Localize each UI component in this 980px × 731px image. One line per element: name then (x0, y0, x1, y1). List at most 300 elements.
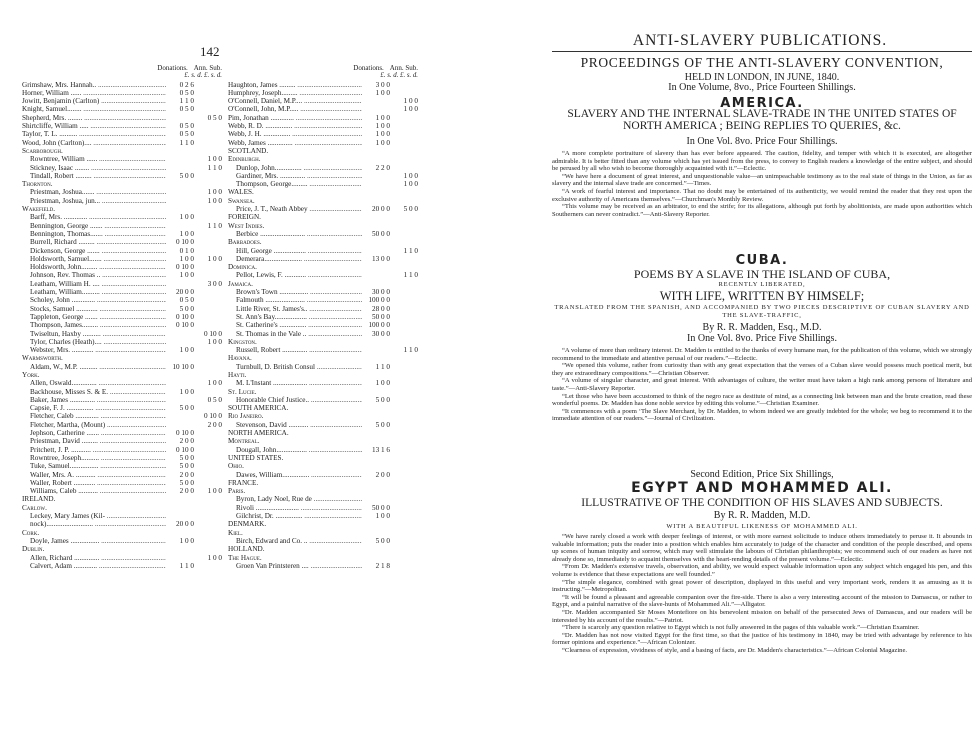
donor-name: Aldam, W., M.P. .......... ..... (22, 363, 166, 371)
cuba-price: In One Vol. 8vo. Price Five Shillings. (687, 333, 837, 344)
donor-name: Stickney, Isaac ........ ..... (22, 164, 166, 172)
donor-name: Holdsworth, John......... ..... (22, 263, 166, 271)
donor-name: Stevenson, David ........... ..... (228, 421, 362, 429)
annual-subscription: 1 1 0 (207, 221, 222, 230)
donation-amount (166, 379, 194, 387)
donation-amount: 0 2 6 (179, 80, 194, 89)
annual-subscription (390, 529, 418, 537)
donor-row (228, 114, 418, 122)
donor-row (22, 562, 222, 570)
donor-name: Waller, Mrs. A. ........... ..... (22, 471, 166, 479)
donor-name: Priestman, Joshua, jun... ..... (22, 197, 166, 205)
donor-row (22, 222, 222, 230)
cuba-heading: CUBA. (735, 253, 789, 268)
donation-amount (362, 462, 390, 470)
donation-amount (166, 222, 194, 230)
donor-row (228, 172, 418, 180)
donor-row (22, 313, 222, 321)
annual-subscription (194, 271, 222, 279)
annual-subscription (194, 562, 222, 570)
donor-name: IRELAND. (22, 495, 56, 504)
annual-subscription (194, 388, 222, 396)
donor-name: Priestman, Joshua....... ..... (22, 188, 166, 196)
annual-subscription (390, 437, 418, 445)
donation-amount (362, 155, 390, 163)
donor-row (228, 537, 418, 545)
place-heading (228, 338, 418, 346)
place-heading (228, 454, 418, 462)
donor-name: Backhouse, Misses S. & E. ..... (22, 388, 166, 396)
egypt-likeness: WITH A BEAUTIFUL LIKENESS OF MOHAMMED ALI. (666, 523, 858, 530)
annual-subscription (390, 81, 418, 89)
donor-name: UNITED STATES. (228, 453, 284, 462)
annual-subscription (194, 130, 222, 138)
donor-name: Dawes, William............... ..... (228, 471, 362, 479)
annual-subscription (194, 81, 222, 89)
donor-row (22, 412, 222, 420)
annual-subscription (390, 330, 418, 338)
donor-name: Dublin. (22, 545, 45, 554)
donor-row (22, 421, 222, 429)
annual-subscription (194, 495, 222, 503)
review-quote: “This volume may be received as an arbitrator, to end the strife; for its allegations, although put forth by abolitionists, are made upon authorities which Southerners can never contradict.”—Anti-Slavery Reporter. (552, 203, 972, 218)
place-heading (22, 354, 222, 362)
annual-subscription (194, 147, 222, 155)
annual-subscription (194, 139, 222, 147)
donor-name: Dougall, John................. ..... (228, 446, 362, 454)
donor-row (228, 288, 418, 296)
donation-amount (362, 263, 390, 271)
cuba-liberated: RECENTLY LIBERATED, (718, 281, 806, 288)
place-heading (22, 180, 222, 188)
place-heading (228, 147, 418, 155)
annual-subscription (194, 479, 222, 487)
donation-amount: 2 2 0 (375, 163, 390, 172)
donor-name: Thornton. (22, 180, 53, 189)
donor-row (22, 247, 222, 255)
donor-row (22, 271, 222, 279)
donor-name: Shirtcliffe, William ..... ..... (22, 122, 166, 130)
donor-name: Kiel. (228, 528, 243, 537)
annual-subscription (390, 388, 418, 396)
donation-amount (362, 388, 390, 396)
donation-amount (362, 412, 390, 420)
donation-amount: 0 10 0 (176, 429, 194, 438)
donor-name: Humphrey, Joseph......... ..... (228, 89, 362, 97)
review-quote: “Dr. Madden has not now visited Egypt for the first time, so that the justice of his testimony in 1840, may be tried with advantage by reference to his former opinions and experience.”—African Colonizer. (552, 631, 972, 647)
donor-row (228, 255, 418, 263)
donation-amount: 20 0 0 (176, 520, 194, 529)
donation-amount (362, 437, 390, 445)
donation-amount (166, 114, 194, 122)
donation-amount (362, 238, 390, 246)
donation-amount (362, 479, 390, 487)
donation-amount: 1 0 0 (375, 379, 390, 388)
donation-amount (362, 271, 390, 279)
donation-amount: 1 0 0 (179, 229, 194, 238)
donation-amount: 1 0 0 (375, 88, 390, 97)
annual-subscription: 0 5 0 (207, 395, 222, 404)
donation-amount (166, 371, 194, 379)
donation-amount: 0 5 0 (179, 88, 194, 97)
donor-name: Holdsworth, Samuel....... ..... (22, 255, 166, 263)
donor-name: Warmsworth. (22, 354, 63, 363)
donation-amount (362, 404, 390, 412)
place-heading (228, 238, 418, 246)
annual-subscription (390, 562, 418, 570)
annual-subscription (390, 421, 418, 429)
donor-row (22, 379, 222, 387)
review-quote: “A more complete portraiture of slavery than has ever before appeared. The caution, fidelity, and temper with which it is executed, are altogether admirable. It is better fitted than any volume which has yet issued from the press, to convey to English readers a knowledge of the entire subject, and should be perused by all who wish to become thoroughly acquainted with it.”—Eclectic. (552, 150, 972, 173)
donor-name: Brown's Town ................ ..... (228, 288, 362, 296)
donation-amount (362, 495, 390, 503)
donor-name: Twiseltun, Haxby .......... ..... (22, 330, 166, 338)
donor-row (228, 446, 418, 454)
donor-row (22, 330, 222, 338)
donor-name: M. L'Instant ................... ..... (228, 379, 362, 387)
annual-subscription (390, 130, 418, 138)
annual-subscription: 1 0 0 (207, 337, 222, 346)
column-header (22, 64, 222, 72)
donor-name: Russell, Robert .............. ..... (228, 346, 362, 354)
annual-subscription (390, 222, 418, 230)
donor-name: Burrell, Richard ......... ..... (22, 238, 166, 246)
donor-name: Tindall, Robert ......... ..... (22, 172, 166, 180)
donor-name: Hill, George .................. ..... (228, 247, 362, 255)
donor-name: Rowntree, Joseph.......... ..... (22, 454, 166, 462)
donor-row (22, 537, 222, 545)
donor-row (22, 255, 222, 263)
donation-amount: 1 0 0 (179, 536, 194, 545)
donation-amount: 2 0 0 (179, 437, 194, 446)
donation-amount (362, 222, 390, 230)
cuba-reviews (552, 347, 972, 423)
donor-row (228, 122, 418, 130)
donation-amount (166, 504, 194, 512)
donation-amount: 5 0 0 (179, 404, 194, 413)
ann-sub-header: Ann. Sub. (389, 64, 418, 72)
donor-name: Baker, James .............. ..... (22, 396, 166, 404)
annual-subscription (390, 446, 418, 454)
donor-name: Bennington, Thomas....... ..... (22, 230, 166, 238)
donor-name: Johnson, Rev. Thomas .. ..... (22, 271, 166, 279)
annual-subscription (390, 89, 418, 97)
donor-name: Williams, Caleb ........... ..... (22, 487, 166, 495)
review-quote: “From Dr. Madden's extensive travels, observation, and ability, we would expect valuable information upon any subject which engaged his pen, and this volume is evidence that these expectations are well founded.” (552, 563, 972, 578)
place-heading (22, 495, 222, 503)
annual-subscription (194, 97, 222, 105)
donation-amount: 2 1 8 (375, 561, 390, 570)
donor-row (228, 130, 418, 138)
annual-subscription: 0 10 0 (204, 329, 222, 338)
donation-amount (362, 105, 390, 113)
place-heading (228, 354, 418, 362)
donor-name: St. Thomas in the Vale .. ..... (228, 330, 362, 338)
donor-row (228, 97, 418, 105)
donation-amount: 0 1 0 (179, 246, 194, 255)
donor-name: Berbice ......................... ..... (228, 230, 362, 238)
donor-name: Thompson, James......... ..... (22, 321, 166, 329)
donation-amount (362, 354, 390, 362)
donation-amount (362, 346, 390, 354)
donor-row (22, 479, 222, 487)
donor-row (22, 437, 222, 445)
donation-amount (362, 197, 390, 205)
egypt-reviews (552, 533, 972, 655)
place-heading (228, 545, 418, 553)
donor-name: Priestman, David ......... ..... (22, 437, 166, 445)
annual-subscription: 1 1 0 (403, 271, 418, 280)
donor-name: Paris. (228, 487, 246, 496)
annual-subscription (390, 139, 418, 147)
annual-subscription: 1 0 0 (403, 171, 418, 180)
annual-subscription (390, 504, 418, 512)
donations-header: Donations. (157, 64, 188, 72)
proceedings-title: PROCEEDINGS OF THE ANTI-SLAVERY CONVENTION, (580, 55, 944, 70)
donor-list (22, 81, 222, 571)
donor-name: Calvert, Adam ............. ..... (22, 562, 166, 570)
donor-name: Capsie, F. J. ............... ..... (22, 404, 166, 412)
donor-name: NORTH AMERICA. (228, 429, 289, 438)
donor-name: Cork. (22, 528, 40, 537)
donation-amount: 5 0 0 (179, 171, 194, 180)
donor-row (22, 213, 222, 221)
donor-name: Jowitt, Benjamin (Carlton) ..... (22, 97, 166, 105)
donor-row (228, 296, 418, 304)
donor-name: Kingston. (228, 337, 257, 346)
donor-row (228, 139, 418, 147)
donation-amount (362, 213, 390, 221)
donation-amount: 20 0 0 (176, 288, 194, 297)
donor-row (22, 296, 222, 304)
donor-row (22, 346, 222, 354)
donor-row (22, 429, 222, 437)
donor-name: Tuke, Samuel................ ..... (22, 462, 166, 470)
donor-row (22, 238, 222, 246)
annual-subscription (390, 412, 418, 420)
donation-amount (166, 529, 194, 537)
donation-amount (166, 330, 194, 338)
donation-amount: 0 5 0 (179, 122, 194, 131)
review-quote: “We have rarely closed a work with deeper feelings of interest, or with more earnest solicitude to induce others immediately to peruse it. It abounds in valuable information; puts the reader into a position which enables him accurately to judge of the character and condition of the people described, and opens up scenes of human iniquity and sorrow, which may well stimulate the labours of Christian philanthropists; we recommend such of our readers as have not already done so, immediately to acquaint themselves with the heart-rending details of the present volume.”—Eclectic. (552, 533, 972, 563)
donor-row (22, 97, 222, 105)
donor-row (228, 512, 418, 520)
annual-subscription (194, 296, 222, 304)
page-number: 142 (200, 44, 220, 59)
donation-amount (362, 487, 390, 495)
title-rule (552, 51, 972, 52)
annual-subscription (194, 363, 222, 371)
cuba-author: By R. R. Madden, Esq., M.D. (702, 322, 822, 333)
cuba-translated: TRANSLATED FROM THE SPANISH, AND ACCOMPANIED BY TWO PIECES DESCRIPTIVE OF CUBAN SLAVERY AND THE SLAVE-TRAFFIC, (554, 304, 970, 319)
annual-subscription (390, 213, 418, 221)
proceedings-price: In One Volume, 8vo., Price Fourteen Shillings. (668, 82, 856, 93)
donor-row (228, 396, 418, 404)
donation-amount: 0 5 0 (179, 130, 194, 139)
annual-subscription (390, 280, 418, 288)
donations-header: Donations. (353, 64, 384, 72)
donor-name: FRANCE. (228, 478, 259, 487)
donor-name: Rowntree, William ...... ..... (22, 155, 166, 163)
donor-row (22, 338, 222, 346)
donor-name: Birch, Edward and Co. .. ..... (228, 537, 362, 545)
donor-name: Turnbull, D. British Consul ..... (228, 363, 362, 371)
donor-row (22, 155, 222, 163)
review-quote: “Let those who have been accustomed to think of the negro race as destitute of mind, as a connecting link between man and the brute creation, read these wonderful poems. Dr. Madden has done noble service by editing this volume.”—Christian Examiner. (552, 392, 972, 408)
annual-subscription (390, 188, 418, 196)
donation-amount: 0 10 0 (176, 238, 194, 247)
annual-subscription: 5 0 0 (403, 205, 418, 214)
annual-subscription: 0 10 0 (204, 412, 222, 421)
donation-amount: 1 0 0 (179, 346, 194, 355)
donor-name: Leatham, William H. .... ..... (22, 280, 166, 288)
donation-amount: 100 0 0 (368, 296, 390, 305)
donor-name: Wood, John (Carlton).... ..... (22, 139, 166, 147)
donor-name: Doyle, James ................ ..... (22, 537, 166, 545)
donation-amount (166, 205, 194, 213)
donation-amount: 1 0 0 (375, 512, 390, 521)
annual-subscription (194, 230, 222, 238)
donor-row (22, 188, 222, 196)
donation-amount: 50 0 0 (372, 229, 390, 238)
donation-amount: 0 10 0 (176, 312, 194, 321)
donor-row (22, 197, 222, 205)
donation-amount (362, 545, 390, 553)
annual-subscription: 1 1 0 (207, 163, 222, 172)
units-header: £. s. d. £. s. d. (184, 72, 222, 80)
donation-amount: 1 0 0 (375, 122, 390, 131)
donation-amount: 28 0 0 (372, 304, 390, 313)
donation-amount: 1 0 0 (179, 213, 194, 222)
annual-subscription (194, 122, 222, 130)
annual-subscription: 1 0 0 (207, 254, 222, 263)
donor-name: St. Catherine's ............... ..... (228, 321, 362, 329)
place-heading (22, 147, 222, 155)
donor-name: SOUTH AMERICA. (228, 404, 289, 413)
donor-name: Grimshaw, Mrs. Hannah.. ..... (22, 81, 166, 89)
donor-name: DENMARK. (228, 520, 267, 529)
place-heading (228, 520, 418, 528)
donation-amount (362, 454, 390, 462)
donation-amount (166, 164, 194, 172)
annual-subscription (194, 247, 222, 255)
annual-subscription: 1 0 0 (403, 105, 418, 114)
donation-amount (362, 429, 390, 437)
donation-amount (166, 412, 194, 420)
annual-subscription (194, 545, 222, 553)
donation-amount (166, 180, 194, 188)
annual-subscription (390, 288, 418, 296)
units-header: £. s. d. £. s. d. (380, 72, 418, 80)
annual-subscription (194, 471, 222, 479)
review-quote: “There is scarcely any question relative to Egypt which is not fully answered in the pages of this valuable work.”—Christian Examiner. (562, 624, 920, 632)
donation-amount: 5 0 0 (375, 395, 390, 404)
annual-subscription (194, 462, 222, 470)
donor-name: Wakefield. (22, 205, 56, 214)
place-heading (228, 404, 418, 412)
donor-name: Webb, James .............. ..... (228, 139, 362, 147)
annual-subscription (194, 263, 222, 271)
donor-row (228, 305, 418, 313)
annual-subscription: 1 0 0 (403, 180, 418, 189)
annual-subscription (390, 155, 418, 163)
donor-row (228, 495, 418, 503)
place-heading (22, 504, 222, 512)
donor-name: Rio Janeiro. (228, 412, 264, 421)
donor-name: Pim, Jonathan ............. ..... (228, 114, 362, 122)
donor-name: Dominica. (228, 263, 257, 272)
annual-subscription (194, 520, 222, 528)
donor-row (228, 346, 418, 354)
annual-subscription: 1 0 0 (207, 155, 222, 164)
donation-amount (166, 495, 194, 503)
donation-amount: 1 1 0 (375, 362, 390, 371)
donor-row (228, 247, 418, 255)
donation-amount (166, 197, 194, 205)
donor-name: Jamaica. (228, 279, 253, 288)
annual-subscription: 1 0 0 (207, 487, 222, 496)
annual-subscription (390, 495, 418, 503)
donor-row (228, 230, 418, 238)
donor-row (228, 504, 418, 512)
donation-amount: 13 1 6 (372, 445, 390, 454)
place-heading (228, 280, 418, 288)
review-quote: “A volume of singular character, and great interest. With advantages of culture, the writer must have taken a high rank among persons of literature and taste.”—Anti-Slavery Reporter. (552, 377, 972, 392)
donation-amount: 1 1 0 (179, 561, 194, 570)
donation-amount: 1 0 0 (375, 138, 390, 147)
donor-name: Barff, Mrs. ............. ..... (22, 213, 166, 221)
place-heading (228, 412, 418, 420)
column-header (228, 64, 418, 72)
donation-amount (362, 338, 390, 346)
donor-row (22, 388, 222, 396)
donor-row (228, 89, 418, 97)
donation-amount: 100 0 0 (368, 321, 390, 330)
annual-subscription (390, 487, 418, 495)
donor-row (22, 404, 222, 412)
donation-amount (166, 188, 194, 196)
donor-row (22, 471, 222, 479)
place-heading (228, 222, 418, 230)
cuba-title: POEMS BY A SLAVE IN THE ISLAND OF CUBA, (633, 267, 891, 281)
annual-subscription (390, 230, 418, 238)
donation-amount: 0 5 0 (179, 296, 194, 305)
place-heading (228, 197, 418, 205)
annual-subscription (390, 537, 418, 545)
donor-name: St. Lucie. (228, 387, 257, 396)
annual-subscription (390, 354, 418, 362)
donation-amount: 0 5 0 (179, 105, 194, 114)
donor-name: Pritchett, J. P. ........... ..... (22, 446, 166, 454)
america-reviews (552, 150, 972, 218)
annual-subscription (194, 89, 222, 97)
donor-row (22, 446, 222, 454)
annual-subscription: 1 0 0 (207, 196, 222, 205)
donor-row (22, 81, 222, 89)
donor-row (22, 130, 222, 138)
donation-amount (166, 280, 194, 288)
annual-subscription (390, 462, 418, 470)
donation-amount: 0 10 0 (176, 321, 194, 330)
donation-amount: 5 0 0 (375, 536, 390, 545)
donor-name: Waller, Robert ............ ..... (22, 479, 166, 487)
donor-name: Swansea. (228, 196, 255, 205)
place-heading (228, 388, 418, 396)
donation-amount (166, 554, 194, 562)
donor-name: Barbadoes. (228, 238, 262, 247)
annual-subscription (390, 197, 418, 205)
donation-amount (362, 280, 390, 288)
